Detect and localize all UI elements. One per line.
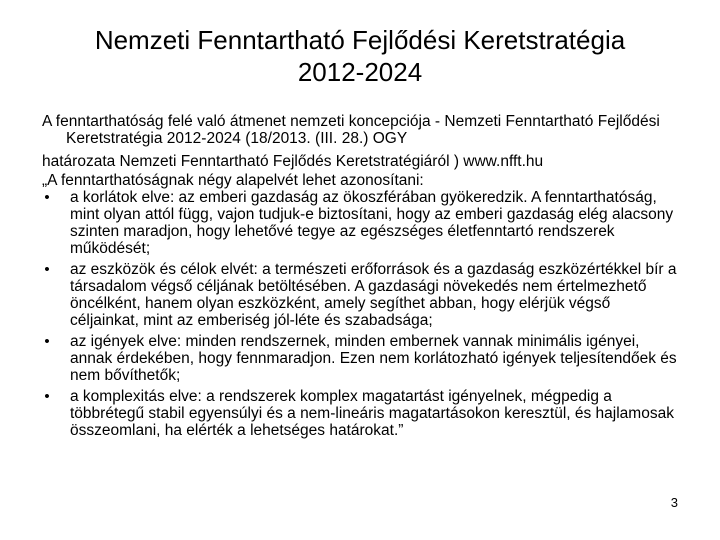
intro-paragraph xyxy=(42,113,682,170)
title-line-2: 2012-2024 xyxy=(297,57,423,87)
bullet-icon: • xyxy=(44,189,50,206)
list-item-text: az igények elve: minden rendszernek, minden embernek vannak minimális igényei, annak érdekében, hogy fennmaradjon. Ezen nem korlátozható igények teljesítendőek és nem bővíthetők; xyxy=(70,333,677,384)
list-item xyxy=(42,333,682,384)
slide-body xyxy=(42,113,682,443)
list-item-text: az eszközök és célok elvét: a természeti erőforrások és a gazdaság eszközértékkel bír a társadalom végső céljának betöltésében. A gazdasági növekedés nem értelmezhető öncélként, hanem olyan eszközként, amely segíthet abban, hogy elérjük végső céljainkat, mint az emberiség jól-léte és szabadsága; xyxy=(70,261,677,329)
quote-intro: „A fenntarthatóságnak négy alapelvét lehet azonosítani: xyxy=(42,172,424,189)
list-item xyxy=(42,261,682,329)
list-item-text: a korlátok elve: az emberi gazdaság az ökoszférában gyökeredzik. A fenntarthatóság, mint olyan attól függ, vajon tudjuk-e biztosítani, hogy az emberi gazdaság elég alacsony szinten maradjon, hogy lehetővé tegye az egészséges életfenntartó rendszerek működését; xyxy=(70,189,674,257)
principles-list xyxy=(42,189,682,439)
title-line-1: Nemzeti Fenntartható Fejlődési Keretstratégia xyxy=(94,25,626,55)
list-item xyxy=(42,388,682,439)
bullet-icon: • xyxy=(44,333,50,350)
bullet-icon: • xyxy=(44,388,50,405)
list-item xyxy=(42,189,682,257)
slide-title xyxy=(0,24,720,88)
slide-number: 3 xyxy=(670,495,678,510)
intro-continuation: határozata Nemzeti Fenntartható Fejlődés Keretstratégiáról ) www.nfft.hu xyxy=(42,153,544,170)
intro-text: A fenntarthatóság felé való átmenet nemzeti koncepciója - Nemzeti Fenntartható Fejlődési Keretstratégia 2012-2024 (18/2013. (III. 28.) OGY xyxy=(42,113,660,147)
bullet-icon: • xyxy=(44,261,50,278)
list-item-text: a komplexitás elve: a rendszerek komplex magatartást igényelnek, mégpedig a többrétegű stabil egyensúlyi és a nem-lineáris magatartásokon keresztül, és hajlamosak összeomlani, ha elérték a lehetséges határokat.” xyxy=(70,388,674,439)
